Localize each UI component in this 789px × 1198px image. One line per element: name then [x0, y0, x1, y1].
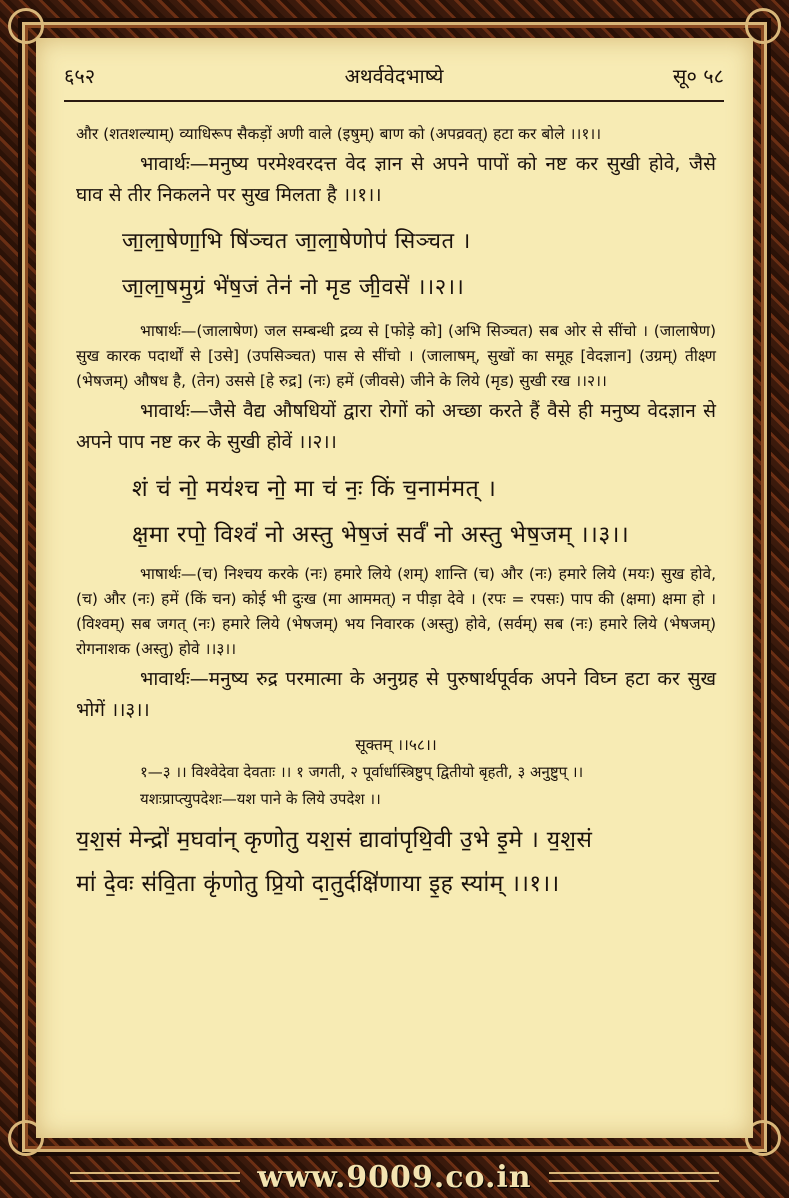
- sukta-heading: सूक्तम् ।।५८।।: [355, 736, 437, 754]
- website-link[interactable]: www.9009.co.in: [257, 1160, 532, 1195]
- mantra-line: जा॒ला॒षमु॒ग्रं भे॑ष॒जं तेन॑ नो मृड जी॒वसे॑ ।।२।।: [122, 275, 465, 300]
- header-rule: [64, 100, 724, 102]
- page-header: [64, 56, 724, 90]
- bhavartha-paragraph: भावार्थः—मनुष्य परमेश्वरदत्त वेद ज्ञान से अपने पापों को नष्ट कर सुखी होवे, जैसे घाव से तीर निकलने पर सुख मिलता है ।।१।।: [76, 153, 716, 206]
- mantra-line: जा॒ला॒षेणा॒भि षि॑ञ्चत जा॒ला॒षेणोप॑ सिञ्चत ।: [122, 229, 471, 254]
- bhavartha-paragraph: भावार्थः—मनुष्य रुद्र परमात्मा के अनुग्रह से पुरुषार्थपूर्वक अपने विघ्न हटा कर सुख भोगें ।।३।।: [76, 668, 716, 721]
- page-body: [76, 122, 716, 906]
- mantra-line: शं च॑ नो॒ मय॑श्च नो॒ मा च॑ नः॒ किं च॒नाम॑मत् ।: [132, 476, 497, 502]
- sukta-reference: सू० ५८: [672, 64, 724, 88]
- upadesh-line: यशःप्राप्त्युपदेशः—यश पाने के लिये उपदेश ।।: [140, 790, 381, 808]
- book-title: अथर्ववेदभाष्ये: [344, 64, 444, 88]
- translation-paragraph: भाषार्थः—(च) निश्चय करके (नः) हमारे लिये (शम्) शान्ति (च) और (नः) हमारे लिये (मयः) सुख होवे, (च) और (नः) हमें (किं चन) कोई भी दुःख (मा आममत्) न पीड़ा देवे । (रपः = रपसः) पाप की (क्षमा) क्षमा हो । (विश्वम्) सब जगत् (नः) हमारे लिये (भेषजम्) भय निवारक (अस्तु) होवे, (सर्वम्) सब (नः) हमारे लिये (भेषजम्) रोगनाशक (अस्तु) होवे ।।३।।: [76, 565, 716, 658]
- mantra-line: मा॑ दे॒वः स॑वि॒ता कृ॑णोतु प्रि॒यो दा॒तुर्दक्षि॑णाया इ॒ह स्या॑म् ।।१।।: [76, 871, 560, 897]
- mantra-line: य॒श॒सं मेन्द्रो॑ म॒घवा॑न् कृणोतु यश॒सं द्यावा॑पृथि॒वी उ॒भे इ॒मे । य॒श॒सं: [76, 827, 593, 853]
- page-number: ६५२: [64, 64, 96, 88]
- mantra-line: क्ष॒मा रपो॒ विश्वं॑ नो अस्तु भेष॒जं सर्वं॑ नो अस्तु भेष॒जम् ।।३।।: [132, 522, 630, 548]
- translation-paragraph: और (शतशल्याम्) व्याधिरूप सैकड़ों अणी वाले (इषुम्) बाण को (अपव्रवत्) हटा कर बोले ।।१।।: [76, 125, 602, 143]
- book-page: [36, 38, 753, 1138]
- devata-line: १—३ ।। विश्वेदेवा देवताः ।। १ जगती, २ पूर्वार्धास्त्रिष्टुप् द्वितीयो बृहती, ३ अनुष्टुप् ।।: [140, 763, 584, 781]
- translation-paragraph: भाषार्थः—(जालाषेण) जल सम्बन्धी द्रव्य से [फोड़े को] (अभि सिञ्चत) सब ओर से सींचो । (जालाषेण) सुख कारक पदार्थों से [उसे] (उपसिञ्चत) पास से सींचो । (जालाषम्, सुखों का समूह [वेदज्ञान] (उग्रम्) तीक्ष्ण (भेषजम्) औषध है, (तेन) उससे [हे रुद्र] (नः) हमें (जीवसे) जीने के लिये (मृड) सुखी रख ।।२।।: [76, 322, 716, 390]
- bhavartha-paragraph: भावार्थः—जैसे वैद्य औषधियों द्वारा रोगों को अच्छा करते हैं वैसे ही मनुष्य वेदज्ञान से अपने पाप नष्ट कर के सुखी होवें ।।२।।: [76, 400, 716, 453]
- footer: [0, 1158, 789, 1198]
